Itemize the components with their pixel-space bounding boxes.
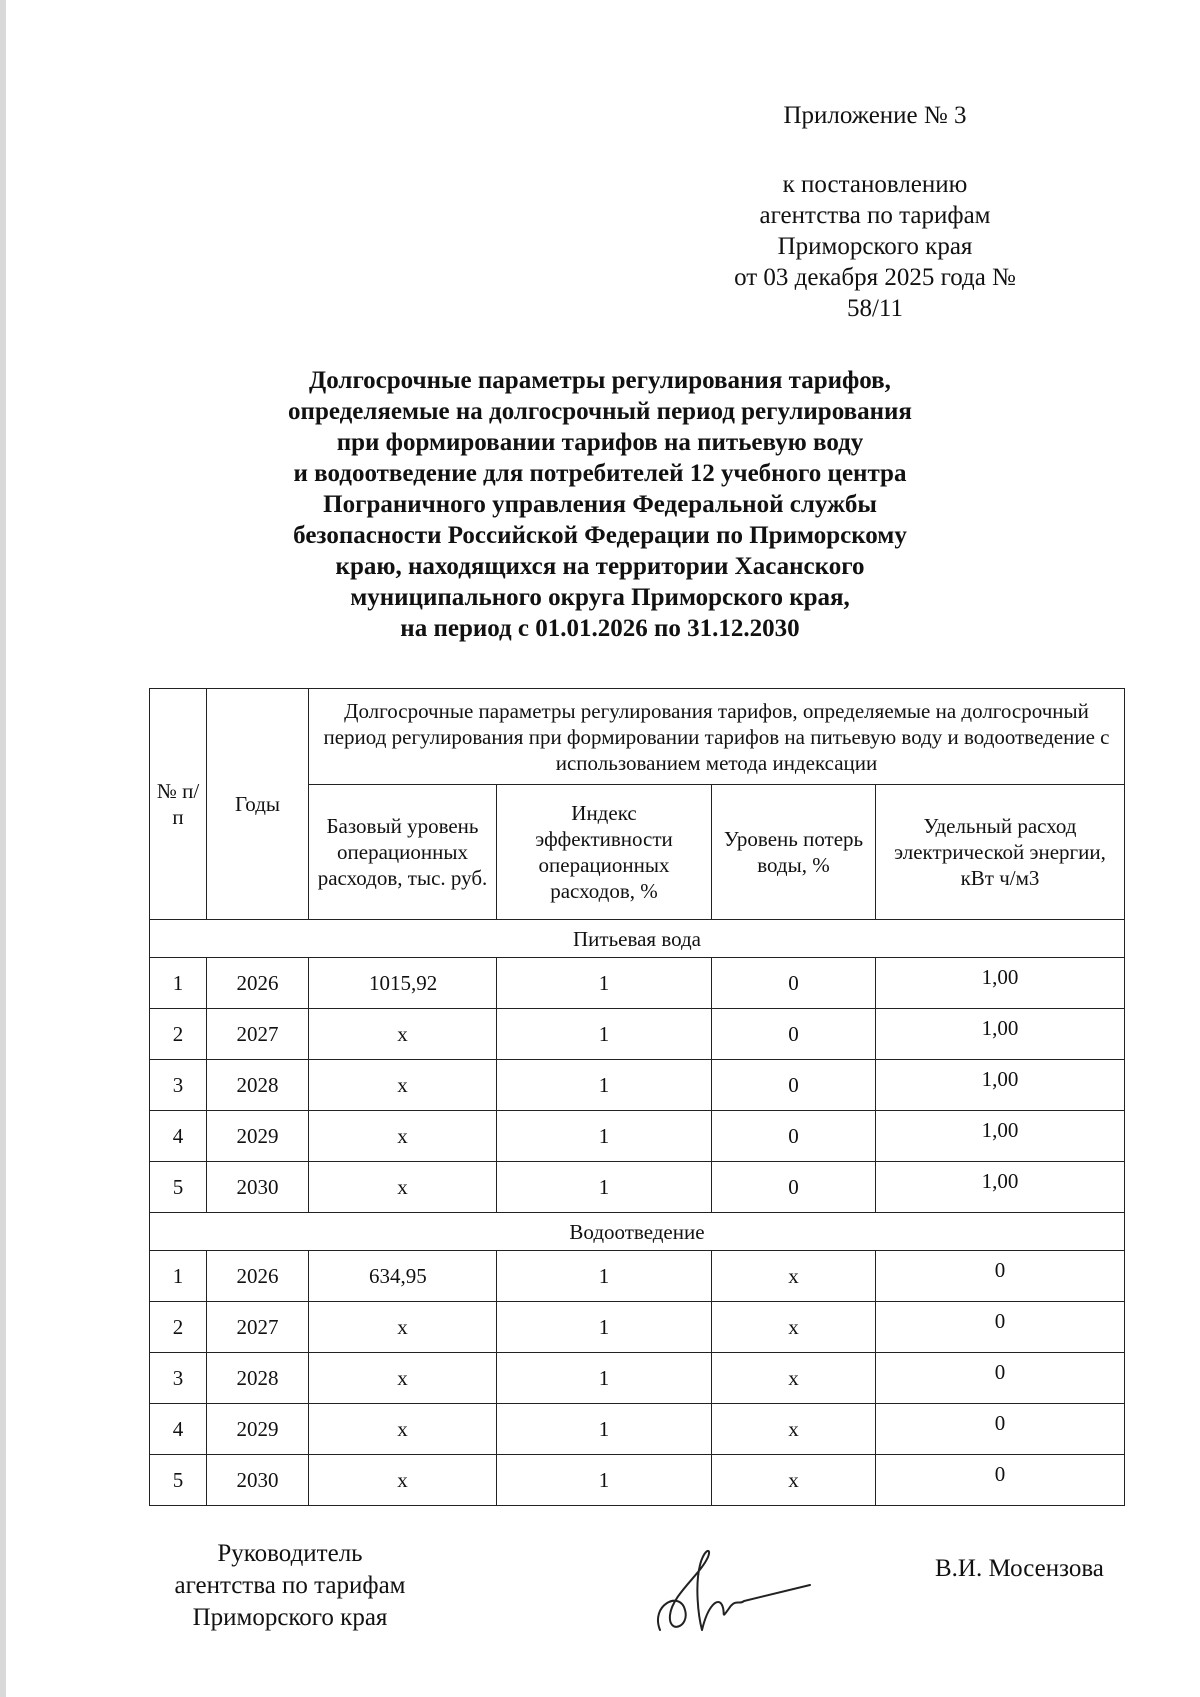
section-title: Питьевая вода xyxy=(150,920,1125,958)
section-title: Водоотведение xyxy=(150,1213,1125,1251)
cell-elec: 0 xyxy=(876,1455,1125,1506)
cell-base: х xyxy=(309,1353,497,1404)
title-line: и водоотведение для потребителей 12 учебного центра xyxy=(293,460,907,487)
table-row xyxy=(150,1302,1125,1353)
table-row xyxy=(150,1162,1125,1213)
cell-num: 5 xyxy=(150,1455,207,1506)
cell-elec: 0 xyxy=(876,1353,1125,1404)
table-row xyxy=(150,1251,1125,1302)
cell-year: 2026 xyxy=(207,1251,309,1302)
cell-index: 1 xyxy=(497,1162,712,1213)
cell-index: 1 xyxy=(497,1353,712,1404)
appendix-line: от 03 декабря 2025 года № 58/11 xyxy=(734,264,1016,322)
cell-year: 2028 xyxy=(207,1060,309,1111)
title-line: определяемые на долгосрочный период регулирования xyxy=(288,398,912,425)
cell-index: 1 xyxy=(497,958,712,1009)
title-line: Долгосрочные параметры регулирования тарифов, xyxy=(309,367,891,394)
cell-year: 2027 xyxy=(207,1302,309,1353)
cell-year: 2030 xyxy=(207,1162,309,1213)
cell-loss: 0 xyxy=(712,958,876,1009)
header-years: Годы xyxy=(207,689,309,920)
cell-index: 1 xyxy=(497,1251,712,1302)
cell-elec: 1,00 xyxy=(876,1060,1125,1111)
cell-num: 5 xyxy=(150,1162,207,1213)
cell-index: 1 xyxy=(497,1009,712,1060)
cell-elec: 1,00 xyxy=(876,1009,1125,1060)
cell-year: 2029 xyxy=(207,1111,309,1162)
cell-base: х xyxy=(309,1009,497,1060)
title-line: при формировании тарифов на питьевую воду xyxy=(336,429,864,456)
cell-base: 634,95 xyxy=(309,1251,497,1302)
appendix-number: Приложение № 3 xyxy=(783,102,967,129)
cell-base: х xyxy=(309,1455,497,1506)
cell-num: 2 xyxy=(150,1302,207,1353)
cell-loss: 0 xyxy=(712,1060,876,1111)
cell-num: 3 xyxy=(150,1060,207,1111)
cell-loss: 0 xyxy=(712,1009,876,1060)
cell-elec: 0 xyxy=(876,1302,1125,1353)
document-title xyxy=(200,365,1000,644)
cell-loss: 0 xyxy=(712,1111,876,1162)
parameters-table xyxy=(149,688,1125,1506)
table-row xyxy=(150,1060,1125,1111)
cell-base: х xyxy=(309,1162,497,1213)
cell-base: х xyxy=(309,1404,497,1455)
cell-num: 1 xyxy=(150,958,207,1009)
cell-base: 1015,92 xyxy=(309,958,497,1009)
cell-year: 2027 xyxy=(207,1009,309,1060)
title-line: безопасности Российской Федерации по Приморскому xyxy=(293,522,907,549)
header-base: Базовый уровень операционных расходов, тыс. руб. xyxy=(309,785,497,920)
signatory-position xyxy=(145,1538,435,1634)
cell-num: 3 xyxy=(150,1353,207,1404)
header-index: Индекс эффективности операционных расходов, % xyxy=(497,785,712,920)
appendix-block xyxy=(705,100,1045,324)
table-row xyxy=(150,1455,1125,1506)
cell-index: 1 xyxy=(497,1060,712,1111)
title-line: на период с 01.01.2026 по 31.12.2030 xyxy=(400,615,800,642)
position-line: Приморского края xyxy=(192,1604,388,1631)
title-line: муниципального округа Приморского края, xyxy=(350,584,850,611)
cell-elec: 0 xyxy=(876,1404,1125,1455)
cell-index: 1 xyxy=(497,1404,712,1455)
cell-elec: 1,00 xyxy=(876,1162,1125,1213)
cell-elec: 1,00 xyxy=(876,958,1125,1009)
appendix-line: к постановлению xyxy=(782,171,968,198)
header-loss: Уровень потерь воды, % xyxy=(712,785,876,920)
cell-base: х xyxy=(309,1060,497,1111)
position-line: агентства по тарифам xyxy=(174,1572,406,1599)
cell-base: х xyxy=(309,1302,497,1353)
scan-edge xyxy=(0,0,6,1697)
appendix-line: агентства по тарифам xyxy=(759,202,991,229)
table-row xyxy=(150,1009,1125,1060)
appendix-line: Приморского края xyxy=(777,233,973,260)
cell-loss: х xyxy=(712,1251,876,1302)
cell-base: х xyxy=(309,1111,497,1162)
position-line: Руководитель xyxy=(217,1540,363,1567)
cell-num: 4 xyxy=(150,1111,207,1162)
cell-num: 1 xyxy=(150,1251,207,1302)
cell-index: 1 xyxy=(497,1455,712,1506)
cell-year: 2029 xyxy=(207,1404,309,1455)
cell-elec: 1,00 xyxy=(876,1111,1125,1162)
title-line: Пограничного управления Федеральной службы xyxy=(323,491,877,518)
cell-loss: х xyxy=(712,1404,876,1455)
header-num: № п/п xyxy=(150,689,207,920)
cell-loss: х xyxy=(712,1455,876,1506)
table-row xyxy=(150,1404,1125,1455)
title-line: краю, находящихся на территории Хасанского xyxy=(335,553,865,580)
handwritten-signature xyxy=(640,1535,820,1645)
cell-loss: х xyxy=(712,1302,876,1353)
header-group: Долгосрочные параметры регулирования тарифов, определяемые на долгосрочный период регулирования при формировании тарифов на питьевую воду и водоотведение с использованием метода индексации xyxy=(309,689,1125,785)
cell-year: 2030 xyxy=(207,1455,309,1506)
cell-index: 1 xyxy=(497,1111,712,1162)
cell-elec: 0 xyxy=(876,1251,1125,1302)
cell-index: 1 xyxy=(497,1302,712,1353)
table-row xyxy=(150,958,1125,1009)
cell-loss: х xyxy=(712,1353,876,1404)
cell-num: 2 xyxy=(150,1009,207,1060)
cell-year: 2028 xyxy=(207,1353,309,1404)
header-elec: Удельный расход электрической энергии, кВт ч/м3 xyxy=(876,785,1125,920)
table-row xyxy=(150,1111,1125,1162)
signer-name: В.И. Мосензова xyxy=(935,1555,1104,1582)
cell-loss: 0 xyxy=(712,1162,876,1213)
cell-num: 4 xyxy=(150,1404,207,1455)
table-row xyxy=(150,1353,1125,1404)
cell-year: 2026 xyxy=(207,958,309,1009)
